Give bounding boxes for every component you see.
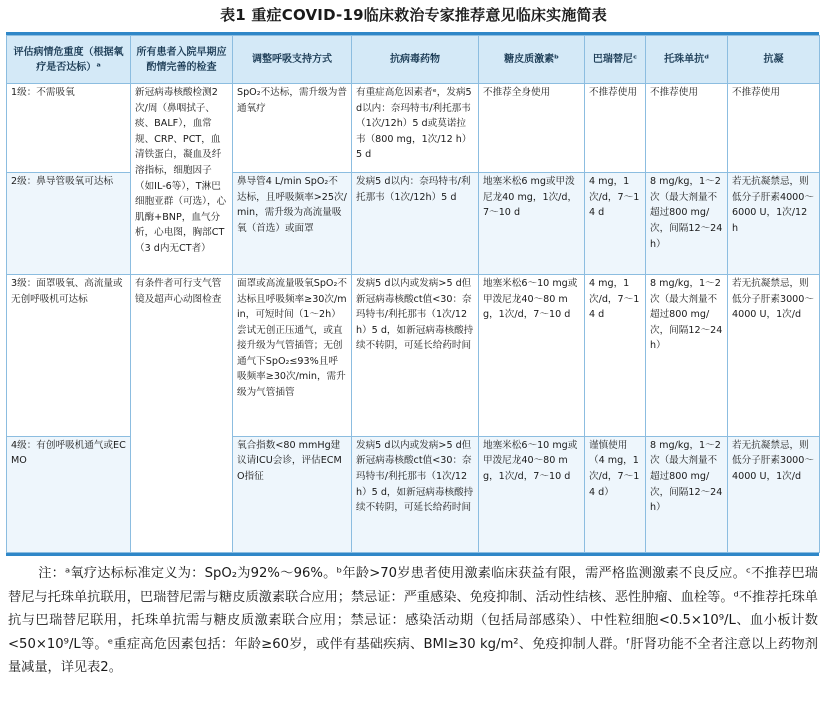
cell-baricitinib: 谨慎使用（4 mg，1次/d，7～14 d）: [585, 436, 646, 552]
header-exam: 所有患者入院早期应酌情完善的检查: [131, 36, 233, 84]
treatment-table: [6, 35, 820, 553]
cell-tocilizumab: 8 mg/kg，1～2次（最大剂量不超过800 mg/次，间隔12～24 h）: [646, 274, 728, 436]
cell-exam: 有条件者可行支气管镜及超声心动图检查: [131, 274, 233, 552]
cell-baricitinib: 4 mg，1次/d，7～14 d: [585, 274, 646, 436]
cell-support: 面罩或高流量吸氧SpO₂不达标且呼吸频率≥30次/min，可短时间（1～2h）尝试无创正压通气，或直接升级为气管插管；无创通气下SpO₂≤93%且呼吸频率≥30次/min，需升级为气管插管: [233, 274, 352, 436]
table-row: [7, 84, 820, 173]
notes-text: 注：ᵃ氧疗达标标准定义为：SpO₂为92%～96%。ᵇ年龄>70岁患者使用激素临床获益有限，需严格监测激素不良反应。ᶜ不推荐巴瑞替尼与托珠单抗联用，巴瑞替尼需与糖皮质激素联合应用；禁忌证：严重感染、免疫抑制、活动性结核、恶性肿瘤、血栓等。ᵈ不推荐托珠单抗与巴瑞替尼联用，托珠单抗需与糖皮质激素联合应用；禁忌证：感染活动期（包括局部感染）、中性粒细胞<0.5×10⁹/L、血小板计数<50×10⁹/L等。ᵉ重症高危因素包括：年龄≥60岁，或伴有基础疾病、BMI≥30 kg/m²、免疫抑制人群。ᶠ肝肾功能不全者注意以上药物剂量减量，详见表2。: [8, 566, 818, 676]
cell-baricitinib: 4 mg，1次/d，7～14 d: [585, 173, 646, 275]
header-antiviral: 抗病毒药物: [352, 36, 479, 84]
cell-antiviral: 发病5 d以内：奈玛特韦/利托那韦（1次/12h）5 d: [352, 173, 479, 275]
table-title: 表1 重症COVID-19临床救治专家推荐意见临床实施简表: [220, 6, 607, 24]
cell-steroid: 地塞米松6 mg或甲泼尼龙40 mg，1次/d，7～10 d: [479, 173, 585, 275]
header-baricitinib: 巴瑞替尼ᶜ: [585, 36, 646, 84]
table-row: [7, 436, 820, 552]
header-steroid: 糖皮质激素ᵇ: [479, 36, 585, 84]
cell-anticoag: 若无抗凝禁忌，则低分子肝素3000～4000 U，1次/d: [728, 436, 820, 552]
cell-tocilizumab: 8 mg/kg，1～2次（最大剂量不超过800 mg/次，间隔12～24 h）: [646, 436, 728, 552]
cell-anticoag: 若无抗凝禁忌，则低分子肝素3000～4000 U，1次/d: [728, 274, 820, 436]
cell-antiviral: 发病5 d以内或发病>5 d但新冠病毒核酸ct值<30：奈玛特韦/利托那韦（1次/12 h）5 d，如新冠病毒核酸持续不转阴，可延长给药时间: [352, 274, 479, 436]
cell-steroid: 地塞米松6～10 mg或甲泼尼龙40～80 mg，1次/d，7～10 d: [479, 436, 585, 552]
cell-steroid: 地塞米松6～10 mg或甲泼尼龙40～80 mg，1次/d，7～10 d: [479, 274, 585, 436]
cell-grade: 4级：有创呼吸机通气或ECMO: [7, 436, 131, 552]
cell-antiviral: 发病5 d以内或发病>5 d但新冠病毒核酸ct值<30：奈玛特韦/利托那韦（1次/12 h）5 d，如新冠病毒核酸持续不转阴，可延长给药时间: [352, 436, 479, 552]
cell-grade: 1级：不需吸氧: [7, 84, 131, 173]
cell-support: 氧合指数<80 mmHg建议请ICU会诊，评估ECMO指征: [233, 436, 352, 552]
cell-exam: 新冠病毒核酸检测2次/周（鼻咽拭子、痰、BALF），血常规、CRP、PCT，血清铁蛋白，凝血及纤溶指标，细胞因子（如IL-6等），T淋巴细胞亚群（可选），心肌酶+BNP，血气分析，心电图，胸部CT（3 d内无CT者）: [131, 84, 233, 275]
cell-grade: 3级：面罩吸氧、高流量或无创呼吸机可达标: [7, 274, 131, 436]
cell-support: SpO₂不达标，需升级为普通氧疗: [233, 84, 352, 173]
header-anticoag: 抗凝: [728, 36, 820, 84]
cell-baricitinib: 不推荐使用: [585, 84, 646, 173]
cell-anticoag: 不推荐使用: [728, 84, 820, 173]
table-container: [6, 32, 819, 556]
table-row: [7, 173, 820, 275]
table-notes: [8, 562, 818, 680]
table-header-row: [7, 36, 820, 84]
cell-tocilizumab: 不推荐使用: [646, 84, 728, 173]
cell-support: 鼻导管4 L/min SpO₂不达标，且呼吸频率>25次/min，需升级为高流量吸氧（首选）或面罩: [233, 173, 352, 275]
table-row: [7, 274, 820, 436]
cell-antiviral: 有重症高危因素者ᵉ，发病5 d以内：奈玛特韦/利托那韦（1次/12h）5 d或莫诺拉韦（800 mg，1次/12 h）5 d: [352, 84, 479, 173]
header-tocilizumab: 托珠单抗ᵈ: [646, 36, 728, 84]
cell-tocilizumab: 8 mg/kg，1～2次（最大剂量不超过800 mg/次，间隔12～24 h）: [646, 173, 728, 275]
header-support: 调整呼吸支持方式: [233, 36, 352, 84]
header-grade: 评估病情危重度（根据氧疗是否达标）ᵃ: [7, 36, 131, 84]
cell-anticoag: 若无抗凝禁忌，则低分子肝素4000～6000 U，1次/12 h: [728, 173, 820, 275]
cell-steroid: 不推荐全身使用: [479, 84, 585, 173]
cell-grade: 2级：鼻导管吸氧可达标: [7, 173, 131, 275]
